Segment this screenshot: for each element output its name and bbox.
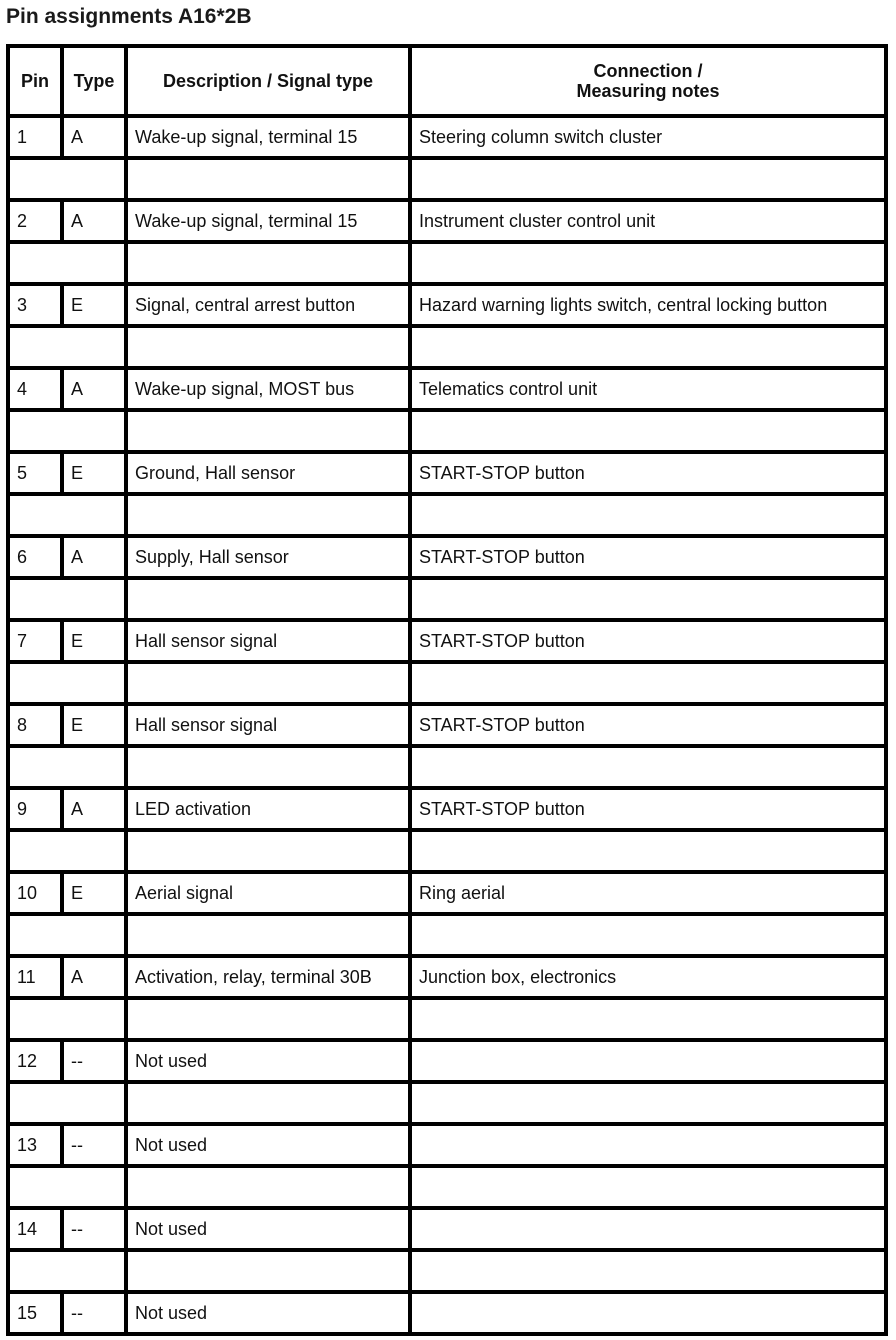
empty-cell (8, 1166, 126, 1208)
description-cell: Ground, Hall sensor (126, 452, 410, 494)
empty-cell (126, 998, 410, 1040)
type-cell: E (62, 704, 126, 746)
spacer-row (8, 830, 886, 872)
spacer-row (8, 998, 886, 1040)
table-row (8, 200, 886, 242)
description-cell: LED activation (126, 788, 410, 830)
description-cell: Wake-up signal, terminal 15 (126, 116, 410, 158)
connection-cell: Steering column switch cluster (410, 116, 886, 158)
type-cell: A (62, 116, 126, 158)
description-cell: Not used (126, 1292, 410, 1334)
table-row (8, 788, 886, 830)
empty-cell (126, 578, 410, 620)
empty-cell (410, 326, 886, 368)
empty-cell (8, 830, 126, 872)
table-row (8, 620, 886, 662)
table-row (8, 1040, 886, 1082)
connection-cell: Telematics control unit (410, 368, 886, 410)
table-row (8, 536, 886, 578)
empty-cell (126, 326, 410, 368)
table-row (8, 116, 886, 158)
empty-cell (8, 998, 126, 1040)
description-cell: Wake-up signal, terminal 15 (126, 200, 410, 242)
empty-cell (410, 578, 886, 620)
page-title: Pin assignments A16*2B (6, 5, 252, 28)
empty-cell (410, 1166, 886, 1208)
type-cell: -- (62, 1040, 126, 1082)
connection-cell (410, 1292, 886, 1334)
connection-cell: START-STOP button (410, 620, 886, 662)
spacer-row (8, 662, 886, 704)
pin-cell: 14 (8, 1208, 62, 1250)
empty-cell (8, 410, 126, 452)
empty-cell (8, 158, 126, 200)
table-header-row (8, 46, 886, 116)
spacer-row (8, 1250, 886, 1292)
connection-cell (410, 1124, 886, 1166)
spacer-row (8, 242, 886, 284)
description-cell: Not used (126, 1124, 410, 1166)
empty-cell (410, 1082, 886, 1124)
empty-cell (126, 662, 410, 704)
empty-cell (410, 1250, 886, 1292)
empty-cell (126, 1250, 410, 1292)
type-cell: A (62, 536, 126, 578)
empty-cell (126, 830, 410, 872)
empty-cell (126, 494, 410, 536)
type-cell: A (62, 200, 126, 242)
connection-cell: START-STOP button (410, 452, 886, 494)
table-row (8, 284, 886, 326)
pin-cell: 5 (8, 452, 62, 494)
type-cell: A (62, 788, 126, 830)
table-row (8, 1208, 886, 1250)
type-cell: A (62, 956, 126, 998)
empty-cell (410, 158, 886, 200)
spacer-row (8, 914, 886, 956)
type-cell: -- (62, 1208, 126, 1250)
spacer-row (8, 326, 886, 368)
type-cell: E (62, 452, 126, 494)
empty-cell (126, 410, 410, 452)
header-description: Description / Signal type (126, 46, 410, 116)
pin-cell: 6 (8, 536, 62, 578)
header-type: Type (62, 46, 126, 116)
header-connection-line2: Measuring notes (576, 81, 720, 101)
connection-cell: Ring aerial (410, 872, 886, 914)
empty-cell (410, 998, 886, 1040)
spacer-row (8, 746, 886, 788)
table-row (8, 704, 886, 746)
empty-cell (410, 242, 886, 284)
header-pin: Pin (8, 46, 62, 116)
pin-cell: 8 (8, 704, 62, 746)
empty-cell (126, 746, 410, 788)
spacer-row (8, 1082, 886, 1124)
pin-cell: 9 (8, 788, 62, 830)
pin-cell: 12 (8, 1040, 62, 1082)
pin-cell: 10 (8, 872, 62, 914)
pin-cell: 3 (8, 284, 62, 326)
empty-cell (8, 326, 126, 368)
empty-cell (126, 914, 410, 956)
type-cell: -- (62, 1124, 126, 1166)
type-cell: E (62, 620, 126, 662)
spacer-row (8, 1166, 886, 1208)
pin-cell: 13 (8, 1124, 62, 1166)
empty-cell (410, 914, 886, 956)
description-cell: Signal, central arrest button (126, 284, 410, 326)
description-cell: Not used (126, 1040, 410, 1082)
connection-cell (410, 1040, 886, 1082)
empty-cell (126, 158, 410, 200)
pin-assignment-table (6, 44, 888, 1336)
connection-cell: Hazard warning lights switch, central locking button (410, 284, 886, 326)
description-cell: Aerial signal (126, 872, 410, 914)
pin-cell: 2 (8, 200, 62, 242)
empty-cell (126, 242, 410, 284)
spacer-row (8, 578, 886, 620)
table-row (8, 452, 886, 494)
empty-cell (410, 746, 886, 788)
connection-cell: START-STOP button (410, 704, 886, 746)
table-body (8, 116, 886, 1334)
pin-cell: 11 (8, 956, 62, 998)
table-row (8, 872, 886, 914)
connection-cell: Instrument cluster control unit (410, 200, 886, 242)
empty-cell (8, 1082, 126, 1124)
type-cell: E (62, 872, 126, 914)
pin-cell: 1 (8, 116, 62, 158)
type-cell: E (62, 284, 126, 326)
connection-cell: START-STOP button (410, 536, 886, 578)
spacer-row (8, 158, 886, 200)
type-cell: -- (62, 1292, 126, 1334)
spacer-row (8, 410, 886, 452)
spacer-row (8, 494, 886, 536)
table-row (8, 1124, 886, 1166)
description-cell: Not used (126, 1208, 410, 1250)
header-connection-line1: Connection / (593, 61, 703, 81)
empty-cell (410, 410, 886, 452)
type-cell: A (62, 368, 126, 410)
empty-cell (126, 1166, 410, 1208)
connection-cell: START-STOP button (410, 788, 886, 830)
pin-cell: 15 (8, 1292, 62, 1334)
empty-cell (8, 578, 126, 620)
pin-cell: 7 (8, 620, 62, 662)
table-row (8, 956, 886, 998)
description-cell: Activation, relay, terminal 30B (126, 956, 410, 998)
empty-cell (410, 494, 886, 536)
empty-cell (8, 494, 126, 536)
connection-cell (410, 1208, 886, 1250)
table-row (8, 1292, 886, 1334)
empty-cell (8, 1250, 126, 1292)
description-cell: Hall sensor signal (126, 620, 410, 662)
empty-cell (8, 242, 126, 284)
description-cell: Supply, Hall sensor (126, 536, 410, 578)
pin-cell: 4 (8, 368, 62, 410)
connection-cell: Junction box, electronics (410, 956, 886, 998)
description-cell: Wake-up signal, MOST bus (126, 368, 410, 410)
empty-cell (8, 746, 126, 788)
empty-cell (126, 1082, 410, 1124)
empty-cell (410, 830, 886, 872)
empty-cell (8, 662, 126, 704)
table-row (8, 368, 886, 410)
empty-cell (8, 914, 126, 956)
description-cell: Hall sensor signal (126, 704, 410, 746)
header-connection (410, 46, 886, 116)
empty-cell (410, 662, 886, 704)
